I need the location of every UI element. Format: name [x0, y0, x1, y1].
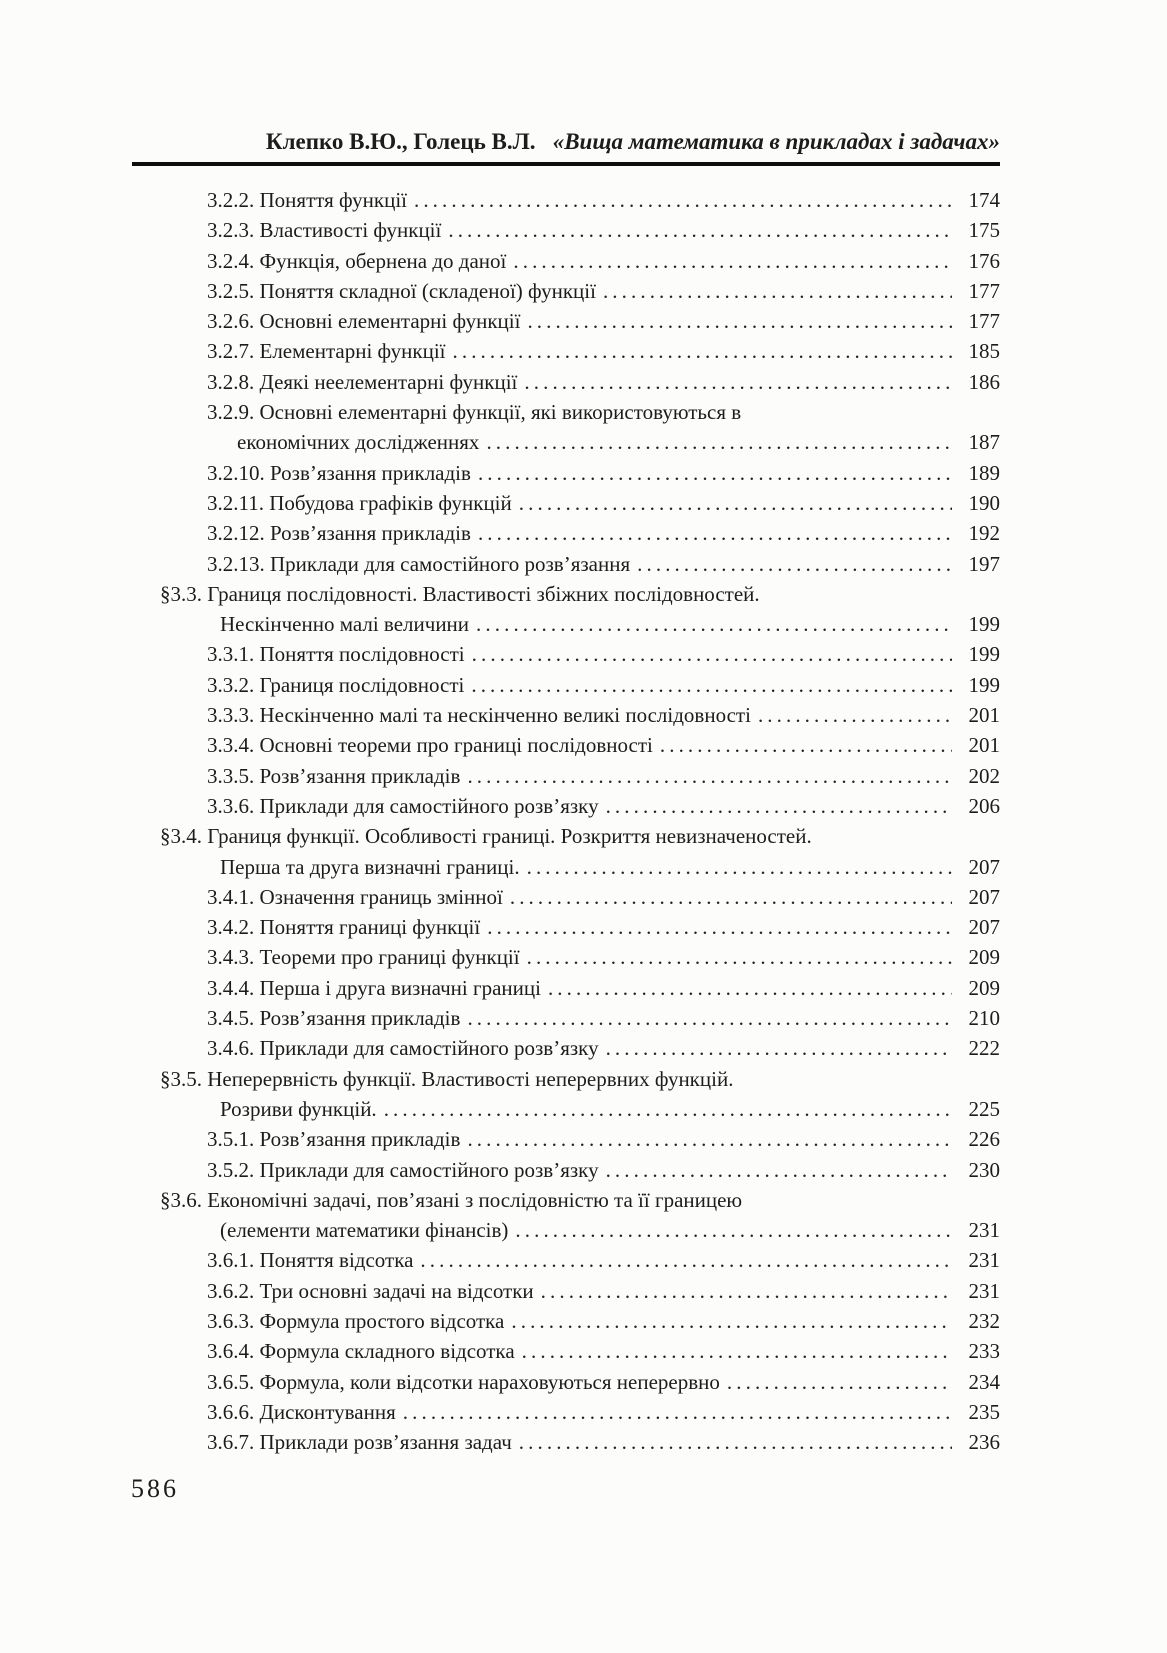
- dot-leader: [519, 1427, 952, 1457]
- toc-page-number: 192: [968, 521, 1000, 546]
- toc-row: [132, 1064, 1000, 1094]
- toc-entry-text: 3.6.1. Поняття відсотка: [207, 1248, 414, 1273]
- toc-page-number: 236: [968, 1430, 1000, 1455]
- toc-page-number: 201: [968, 733, 1000, 758]
- toc-page-number: 201: [968, 703, 1000, 728]
- page-content: [132, 128, 1000, 1457]
- toc-entry-text: 3.3.1. Поняття послідовності: [207, 642, 465, 667]
- toc-row: [132, 1367, 1000, 1397]
- toc-row: [132, 639, 1000, 669]
- toc-page-number: 232: [968, 1308, 1000, 1333]
- toc-row: [132, 1033, 1000, 1063]
- toc-page-number: 176: [968, 248, 1000, 273]
- toc-page-number: 234: [968, 1369, 1000, 1394]
- toc-row: [132, 579, 1000, 609]
- toc-entry-text: 3.2.2. Поняття функції: [207, 188, 407, 212]
- dot-leader: [510, 882, 952, 912]
- toc-entry-text: 3.4.5. Розв’язання прикладів: [207, 1006, 461, 1031]
- toc-entry-text: 3.2.4. Функція, обернена до даної: [207, 248, 507, 273]
- running-header: [132, 128, 1000, 156]
- book-title: «Вища математика в прикладах і задачах»: [552, 129, 1000, 154]
- toc-entry-text: §3.5. Неперервність функції. Властивості неперервних функцій.: [160, 1066, 734, 1091]
- author-names: Клепко В.Ю., Голець В.Л.: [265, 129, 536, 154]
- dot-leader: [522, 1336, 952, 1366]
- toc-row: [132, 246, 1000, 276]
- toc-entry-text: 3.6.6. Дисконтування: [207, 1399, 396, 1424]
- toc-row: [132, 609, 1000, 639]
- toc-page-number: 233: [968, 1339, 1000, 1364]
- toc-row: [132, 700, 1000, 730]
- dot-leader: [637, 549, 952, 579]
- toc-entry-text: 3.2.6. Основні елементарні функції: [207, 309, 521, 334]
- toc-entry-text: §3.4. Границя функції. Особливості границі. Розкриття невизначеностей.: [160, 824, 812, 849]
- dot-leader: [527, 306, 952, 336]
- dot-leader: [548, 973, 952, 1003]
- toc-row: [132, 730, 1000, 760]
- dot-leader: [472, 639, 952, 669]
- toc-entry-text: 3.3.5. Розв’язання прикладів: [207, 763, 461, 788]
- toc-page-number: 177: [968, 309, 1000, 334]
- toc-row: [132, 852, 1000, 882]
- dot-leader: [453, 336, 953, 366]
- dot-leader: [511, 1306, 952, 1336]
- dot-leader: [758, 700, 952, 730]
- toc-page-number: 174: [968, 188, 1000, 212]
- page-number: 586: [131, 1474, 179, 1503]
- toc-row: [132, 761, 1000, 791]
- toc-row: [132, 427, 1000, 457]
- toc-entry-text: 3.2.7. Елементарні функції: [207, 339, 446, 364]
- toc-page-number: 187: [968, 430, 1000, 455]
- dot-leader: [519, 488, 952, 518]
- dot-leader: [414, 185, 952, 215]
- toc-entry-text: 3.6.2. Три основні задачі на відсотки: [207, 1278, 534, 1303]
- toc-entry-text: 3.2.10. Розв’язання прикладів: [207, 460, 471, 485]
- toc-entry-text: 3.4.6. Приклади для самостійного розв’язку: [207, 1036, 599, 1061]
- toc-row: [132, 367, 1000, 397]
- toc-entry-text: 3.2.13. Приклади для самостійного розв’язання: [207, 551, 631, 576]
- toc-entry-text: 3.6.5. Формула, коли відсотки нараховуються неперервно: [207, 1369, 720, 1394]
- dot-leader: [476, 609, 952, 639]
- spacer: [541, 129, 547, 154]
- toc-page-number: 207: [968, 884, 1000, 909]
- toc-row: [132, 276, 1000, 306]
- dot-leader: [467, 761, 952, 791]
- toc-row: [132, 1094, 1000, 1124]
- toc-page-number: 199: [968, 612, 1000, 637]
- toc-row: [132, 458, 1000, 488]
- toc-entry-text: §3.3. Границя послідовності. Властивості збіжних послідовностей.: [160, 581, 760, 606]
- dot-leader: [478, 458, 952, 488]
- toc-entry-text: 3.4.4. Перша і друга визначні границі: [207, 975, 541, 1000]
- toc-row: [132, 549, 1000, 579]
- toc-row: [132, 215, 1000, 245]
- dot-leader: [486, 427, 952, 457]
- dot-leader: [727, 1367, 952, 1397]
- toc-page-number: 189: [968, 460, 1000, 485]
- dot-leader: [603, 276, 952, 306]
- dot-leader: [467, 1003, 952, 1033]
- dot-leader: [606, 791, 952, 821]
- dot-leader: [527, 852, 952, 882]
- dot-leader: [420, 1245, 952, 1275]
- toc-entry-text: 3.3.2. Границя послідовності: [207, 672, 465, 697]
- toc-page-number: 177: [968, 278, 1000, 303]
- toc-page-number: 206: [968, 793, 1000, 818]
- toc-entry-text: Нескінченно малі величини: [220, 612, 470, 637]
- toc-entry-text: 3.2.3. Властивості функції: [207, 218, 442, 243]
- toc-entry-text: 3.6.3. Формула простого відсотка: [207, 1308, 505, 1333]
- toc-page-number: 209: [968, 975, 1000, 1000]
- toc-row: [132, 1245, 1000, 1275]
- dot-leader: [606, 1155, 952, 1185]
- toc-entry-text: §3.6. Економічні задачі, пов’язані з послідовністю та її границею: [160, 1187, 743, 1212]
- header-rule: [132, 162, 1000, 166]
- toc-row: [132, 882, 1000, 912]
- dot-leader: [527, 942, 952, 972]
- toc-entry-text: 3.4.1. Означення границь змінної: [207, 884, 503, 909]
- toc-entry-text: 3.4.3. Теореми про границі функції: [207, 945, 520, 970]
- toc-entry-text: 3.5.1. Розв’язання прикладів: [207, 1127, 461, 1152]
- toc-row: [132, 336, 1000, 366]
- toc-page-number: 209: [968, 945, 1000, 970]
- toc-page-number: 199: [968, 672, 1000, 697]
- dot-leader: [403, 1397, 952, 1427]
- toc-page-number: 185: [968, 339, 1000, 364]
- toc-page-number: 231: [968, 1218, 1000, 1243]
- toc-page-number: 197: [968, 551, 1000, 576]
- toc-page-number: 210: [968, 1006, 1000, 1031]
- toc-entry-text: (елементи математики фінансів): [220, 1218, 509, 1243]
- dot-leader: [384, 1094, 952, 1124]
- toc-entry-text: Розриви функцій.: [220, 1096, 377, 1121]
- toc-page-number: 222: [968, 1036, 1000, 1061]
- toc-row: [132, 397, 1000, 427]
- toc-row: [132, 791, 1000, 821]
- table-of-contents: [132, 185, 1000, 1457]
- toc-entry-text: 3.2.12. Розв’язання прикладів: [207, 521, 471, 546]
- toc-row: [132, 1306, 1000, 1336]
- toc-page-number: 199: [968, 642, 1000, 667]
- toc-row: [132, 185, 1000, 215]
- dot-leader: [515, 1215, 952, 1245]
- toc-page-number: 186: [968, 369, 1000, 394]
- toc-row: [132, 1336, 1000, 1366]
- dot-leader: [606, 1033, 952, 1063]
- dot-leader: [660, 730, 952, 760]
- toc-row: [132, 973, 1000, 1003]
- toc-page-number: 207: [968, 854, 1000, 879]
- dot-leader: [448, 215, 952, 245]
- toc-entry-text: 3.6.4. Формула складного відсотка: [207, 1339, 515, 1364]
- toc-entry-text: 3.6.7. Приклади розв’язання задач: [207, 1430, 512, 1455]
- toc-row: [132, 488, 1000, 518]
- toc-page-number: 190: [968, 490, 1000, 515]
- dot-leader: [467, 1124, 952, 1154]
- toc-entry-text: 3.3.6. Приклади для самостійного розв’язку: [207, 793, 599, 818]
- toc-entry-text: Перша та друга визначні границі.: [220, 854, 520, 879]
- toc-row: [132, 306, 1000, 336]
- toc-page-number: 231: [968, 1278, 1000, 1303]
- toc-entry-text: 3.3.4. Основні теореми про границі послідовності: [207, 733, 653, 758]
- toc-entry-text: 3.3.3. Нескінченно малі та нескінченно великі послідовності: [207, 703, 751, 728]
- toc-row: [132, 1397, 1000, 1427]
- toc-row: [132, 1427, 1000, 1457]
- toc-row: [132, 1155, 1000, 1185]
- toc-entry-text: 3.5.2. Приклади для самостійного розв’язку: [207, 1157, 599, 1182]
- toc-row: [132, 1185, 1000, 1215]
- toc-row: [132, 1124, 1000, 1154]
- toc-page-number: 175: [968, 218, 1000, 243]
- toc-row: [132, 1276, 1000, 1306]
- dot-leader: [513, 246, 952, 276]
- toc-page-number: 226: [968, 1127, 1000, 1152]
- toc-entry-text: 3.4.2. Поняття границі функції: [207, 915, 481, 940]
- dot-leader: [541, 1276, 952, 1306]
- toc-entry-text: 3.2.11. Побудова графіків функцій: [207, 490, 512, 515]
- toc-row: [132, 670, 1000, 700]
- toc-row: [132, 1003, 1000, 1033]
- toc-entry-text: 3.2.8. Деякі неелементарні функції: [207, 369, 518, 394]
- toc-page-number: 207: [968, 915, 1000, 940]
- toc-entry-text: 3.2.9. Основні елементарні функції, які використовуються в: [207, 400, 742, 425]
- toc-entry-text: 3.2.5. Поняття складної (складеної) функції: [207, 278, 596, 303]
- toc-entry-text: економічних дослідженнях: [237, 430, 480, 455]
- toc-page-number: 202: [968, 763, 1000, 788]
- dot-leader: [487, 912, 952, 942]
- toc-row: [132, 912, 1000, 942]
- toc-page-number: 235: [968, 1399, 1000, 1424]
- dot-leader: [478, 518, 952, 548]
- toc-row: [132, 1215, 1000, 1245]
- toc-row: [132, 518, 1000, 548]
- toc-page-number: 225: [968, 1096, 1000, 1121]
- toc-row: [132, 942, 1000, 972]
- dot-leader: [471, 670, 952, 700]
- toc-page-number: 230: [968, 1157, 1000, 1182]
- toc-row: [132, 821, 1000, 851]
- dot-leader: [524, 367, 952, 397]
- toc-page-number: 231: [968, 1248, 1000, 1273]
